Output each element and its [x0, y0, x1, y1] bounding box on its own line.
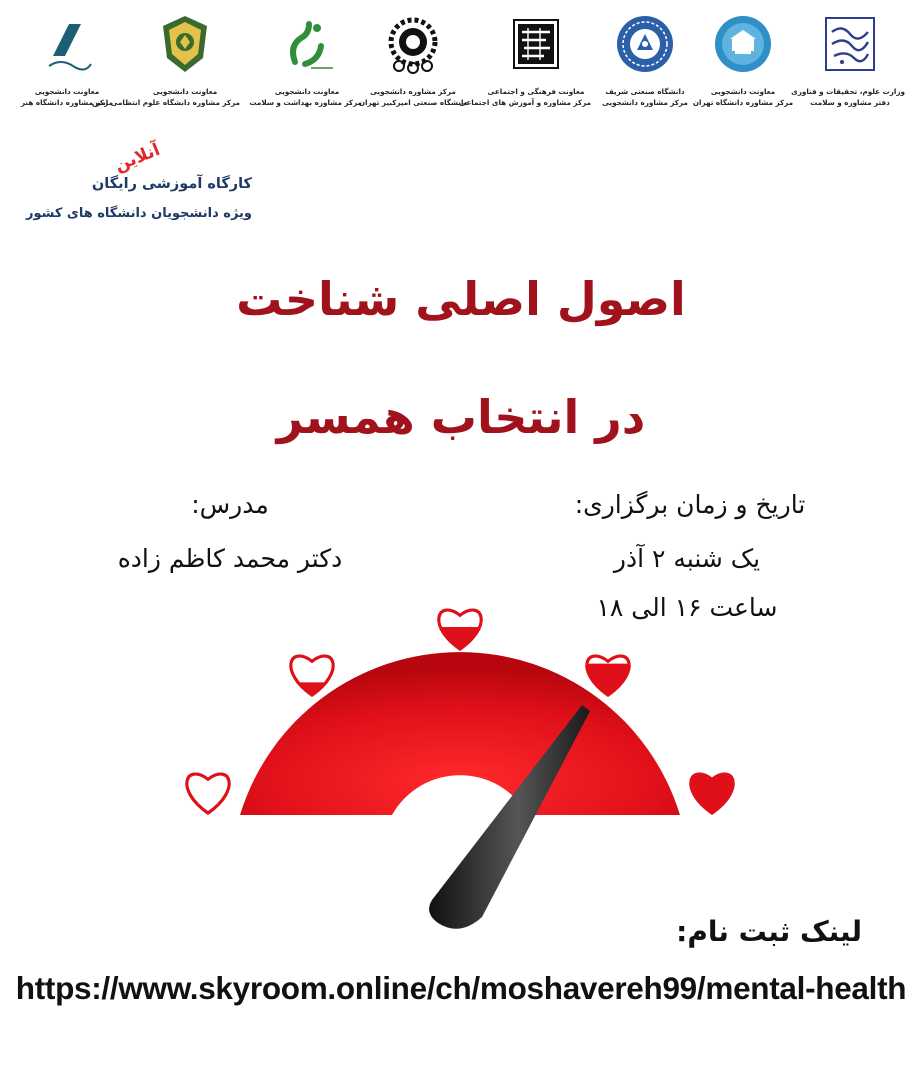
logo-amirkabir: مرکز مشاوره دانشجویی دانشگاه صنعتی امیرکبیر تهران: [358, 12, 468, 108]
sharif-university-logo-icon: [613, 12, 677, 76]
heart-icon: [187, 774, 229, 813]
logo-university-tehran: معاونت دانشجویی مرکز مشاوره دانشگاه تهران: [688, 12, 798, 108]
audience-label: ویژه دانشجویان دانشگاه های کشور: [25, 206, 252, 221]
online-label: آنلاین: [111, 139, 163, 177]
sponsor-logos: [0, 0, 922, 125]
heart-icon: [587, 656, 629, 695]
amin-police-university-logo-icon: [153, 12, 217, 76]
love-meter-gauge: [170, 595, 750, 935]
logo-amin: معاونت دانشجویی مرکز مشاوره دانشگاه علوم انتظامی امین: [130, 12, 240, 108]
art-university-logo-icon: [35, 12, 99, 76]
logo-sharif: دانشگاه صنعتی شریف مرکز مشاوره دانشجویی: [590, 12, 700, 108]
university-tehran-logo-icon: [711, 12, 775, 76]
heart-icon: [439, 610, 481, 649]
ministry-science-logo-icon: [818, 12, 882, 76]
alzahra-university-logo-icon: [275, 12, 339, 76]
event-date-label: تاریخ و زمان برگزاری:: [574, 490, 806, 519]
amirkabir-university-logo-icon: [381, 12, 445, 76]
registration-link[interactable]: https://www.skyroom.online/ch/moshavereh99/mental-health: [15, 970, 907, 1006]
workshop-label: کارگاه آموزشی رایگان: [91, 176, 252, 192]
event-time: ساعت ۱۶ الی ۱۸: [596, 593, 778, 622]
heart-icon: [291, 656, 333, 695]
teacher-label: مدرس:: [191, 490, 269, 519]
page-title-line-1: اصول اصلی شناخت: [236, 272, 686, 326]
heart-icon: [691, 774, 733, 813]
registration-label: لینک ثبت نام:: [676, 915, 862, 948]
shahid-beheshti-university-logo-icon: [504, 12, 568, 76]
teacher-name: دکتر محمد کاظم زاده: [117, 544, 343, 573]
workshop-badge: [22, 140, 252, 240]
logo-art: معاونت دانشجویی مرکز مشاوره دانشگاه هنر: [12, 12, 122, 108]
page-title-line-2: در انتخاب همسر: [276, 390, 646, 444]
event-date: یک شنبه ۲ آذر: [613, 544, 761, 573]
logo-alzahra: معاونت دانشجویی مرکز مشاوره بهداشت و سلامت: [252, 12, 362, 108]
logo-shahid-beheshti: معاونت فرهنگی و اجتماعی مرکز مشاوره و آموزش های اجتماعی: [481, 12, 591, 108]
logo-ministry: وزارت علوم، تحقیقات و فناوری دفتر مشاوره و سلامت: [795, 12, 905, 108]
